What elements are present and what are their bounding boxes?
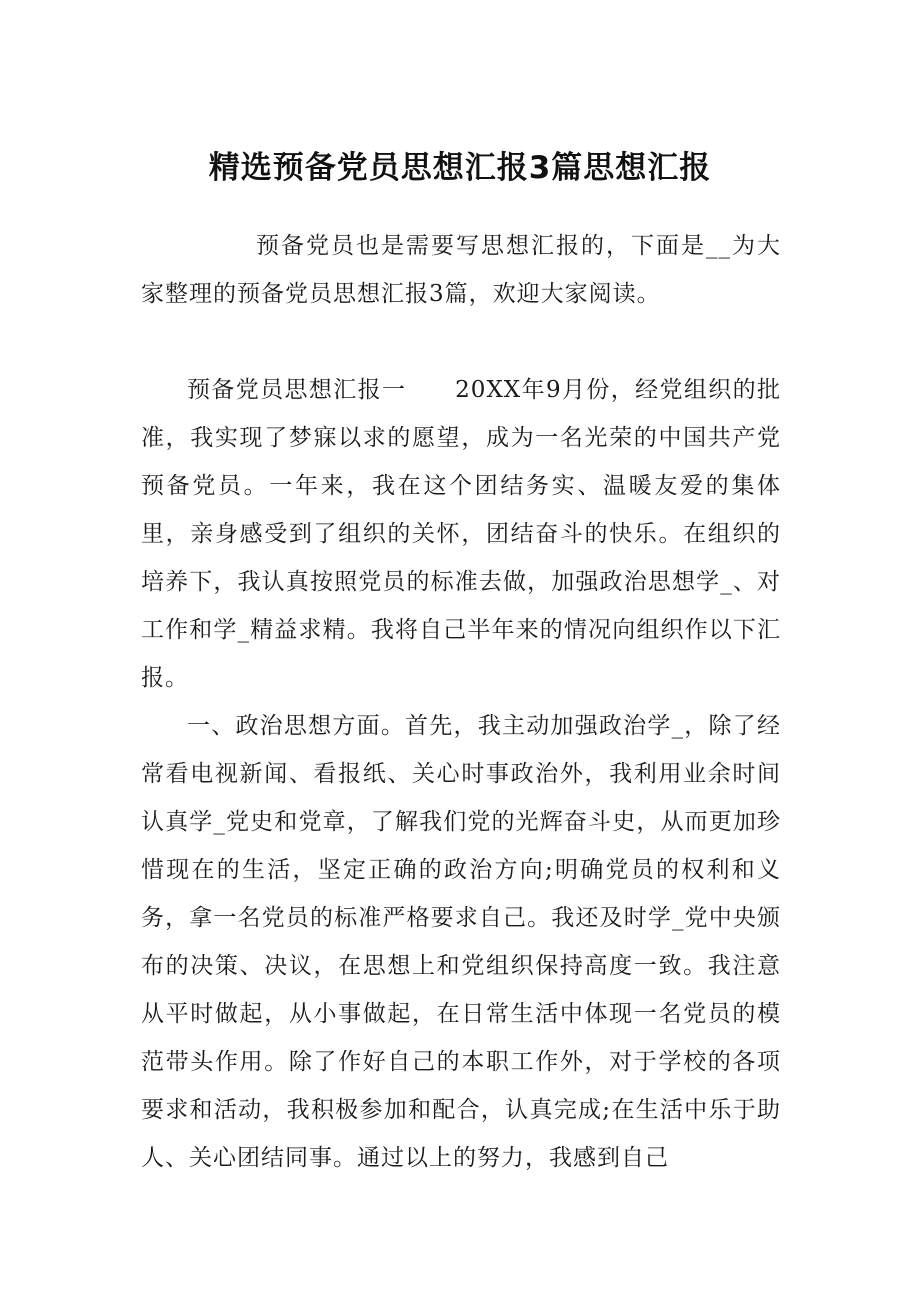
intro-paragraph: 预备党员也是需要写思想汇报的，下面是__为大家整理的预备党员思想汇报3篇，欢迎大家阅读。 <box>141 233 781 307</box>
body-paragraph-2: 一、政治思想方面。首先，我主动加强政治学_，除了经常看电视新闻、看报纸、关心时事政治外，我利用业余时间认真学_党史和党章，了解我们党的光辉奋斗史，从而更加珍惜现在的生活，坚定正确的政治方向;明确党员的权利和义务，拿一名党员的标准严格要求自己。我还及时学_党中央颁布的决策、决议，在思想上和党组织保持高度一致。我注意从平时做起，从小事做起，在日常生活中体现一名党员的模范带头作用。除了作好自己的本职工作外，对于学校的各项要求和活动，我积极参加和配合，认真完成;在生活中乐于助人、关心团结同事。通过以上的努力，我感到自己 <box>141 713 781 1171</box>
report-body <box>141 366 781 1182</box>
body-paragraph-1: 预备党员思想汇报一 20XX年9月份，经党组织的批准，我实现了梦寐以求的愿望，成为一名光荣的中国共产党预备党员。一年来，我在这个团结务实、温暖友爱的集体里，亲身感受到了组织的关怀，团结奋斗的快乐。在组织的培养下，我认真按照党员的标准去做，加强政治思想学_、对工作和学_精益求精。我将自己半年来的情况向组织作以下汇报。 <box>141 377 781 691</box>
document-title: 精选预备党员思想汇报3篇思想汇报 <box>208 150 712 186</box>
